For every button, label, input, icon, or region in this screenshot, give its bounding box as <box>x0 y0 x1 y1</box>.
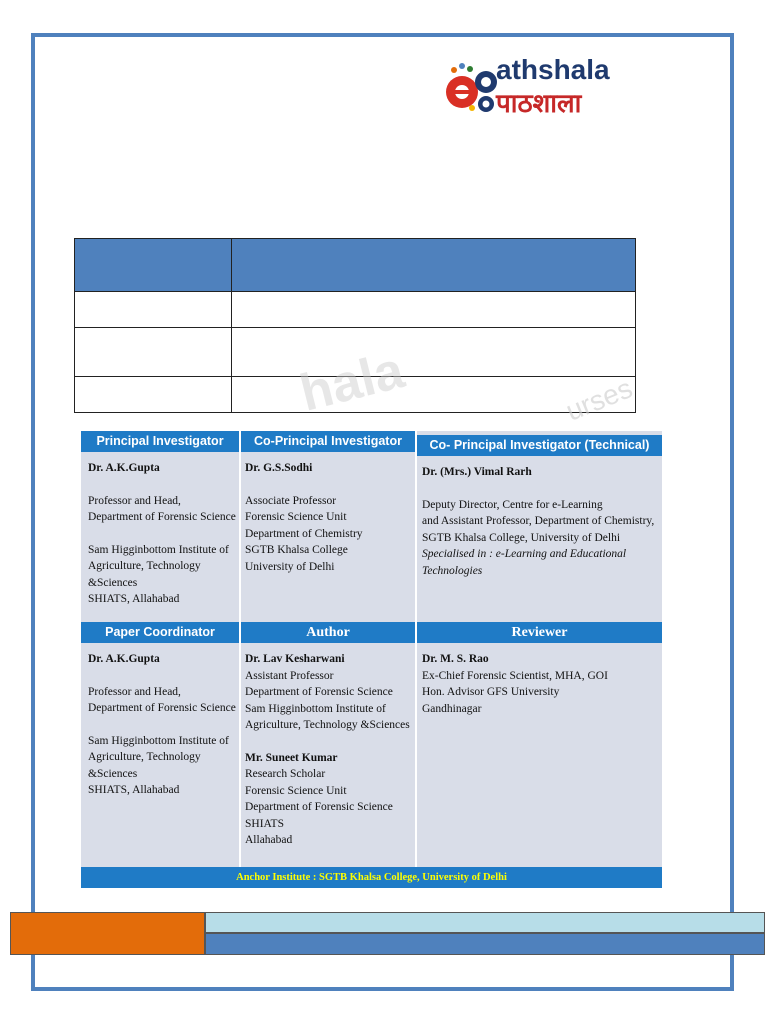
copi-tech-line: Deputy Director, Centre for e-Learning <box>422 498 603 511</box>
author-line: Department of Forensic Science <box>245 801 393 813</box>
header-paper-coordinator: Paper Coordinator <box>81 622 239 643</box>
watermark-text: urses <box>561 372 637 427</box>
paper-coordinator-cell <box>88 651 238 799</box>
copi-line: Associate Professor <box>245 494 337 507</box>
pi-line: Sam Higginbottom Institute of <box>88 543 229 556</box>
author-line: Agriculture, Technology &Sciences <box>245 719 410 731</box>
header-principal-investigator: Principal Investigator <box>81 431 239 452</box>
author-cell <box>245 651 413 849</box>
copi-tech-line: SGTB Khalsa College, University of Delhi <box>422 531 621 544</box>
pi-line: Department of Forensic Science <box>88 511 236 523</box>
pi-line: Agriculture, Technology <box>88 560 201 572</box>
copi-name: Dr. G.S.Sodhi <box>245 462 313 474</box>
reviewer-cell <box>422 651 660 717</box>
column-divider <box>415 431 417 867</box>
paper-coordinator-name: Dr. A.K.Gupta <box>88 653 160 665</box>
logo-text-hindi: पाठशाला <box>496 89 582 119</box>
copi-line: Department of Chemistry <box>245 527 363 540</box>
info-table-header <box>75 239 636 292</box>
pi-line: Professor and Head, <box>88 494 181 507</box>
author-line: Research Scholar <box>245 768 326 780</box>
pi-name: Dr. A.K.Gupta <box>88 462 160 474</box>
author-name: Mr. Suneet Kumar <box>245 751 338 764</box>
paper-coordinator-line: Department of Forensic Science <box>88 702 236 714</box>
pi-line: &Sciences <box>88 576 138 589</box>
author-name: Dr. Lav Kesharwani <box>245 653 345 665</box>
copi-line: Forensic Science Unit <box>245 511 347 523</box>
copi-tech-cell <box>422 464 660 579</box>
column-divider <box>239 431 241 867</box>
copi-cell <box>245 460 413 575</box>
pi-cell <box>88 460 238 608</box>
copi-tech-specialisation: Specialised in : e-Learning and Educational <box>422 548 627 560</box>
footer-orange-block <box>10 912 205 955</box>
reviewer-name: Dr. M. S. Rao <box>422 653 489 665</box>
copi-tech-name: Dr. (Mrs.) Vimal Rarh <box>422 466 532 478</box>
reviewer-line: Gandhinagar <box>422 702 482 715</box>
anchor-institute-bar: Anchor Institute : SGTB Khalsa College, University of Delhi <box>81 867 662 888</box>
copi-tech-specialisation: Technologies <box>422 564 483 577</box>
paper-coordinator-line: SHIATS, Allahabad <box>88 784 180 796</box>
header-reviewer: Reviewer <box>417 622 662 643</box>
paper-coordinator-line: Professor and Head, <box>88 685 181 698</box>
author-line: SHIATS <box>245 817 284 830</box>
watermark-text: hala <box>294 341 410 423</box>
footer-dark-bar <box>205 933 765 955</box>
reviewer-line: Hon. Advisor GFS University <box>422 686 560 698</box>
author-line: Assistant Professor <box>245 669 334 682</box>
author-line: Allahabad <box>245 834 293 846</box>
author-line: Forensic Science Unit <box>245 784 347 797</box>
pi-line: SHIATS, Allahabad <box>88 593 180 605</box>
paper-coordinator-line: Agriculture, Technology <box>88 751 201 763</box>
footer-light-bar <box>205 912 765 933</box>
header-author: Author <box>241 622 415 643</box>
author-line: Department of Forensic Science <box>245 686 393 698</box>
paper-coordinator-line: &Sciences <box>88 767 138 780</box>
copi-line: University of Delhi <box>245 560 335 573</box>
header-co-principal-investigator: Co-Principal Investigator <box>241 431 415 452</box>
info-table-row <box>75 292 636 328</box>
author-line: Sam Higginbottom Institute of <box>245 702 386 715</box>
logo-text-english: athshala <box>496 54 610 85</box>
copi-line: SGTB Khalsa College <box>245 544 348 556</box>
paper-coordinator-line: Sam Higginbottom Institute of <box>88 734 229 747</box>
reviewer-line: Ex-Chief Forensic Scientist, MHA, GOI <box>422 669 608 682</box>
header-co-pi-technical: Co- Principal Investigator (Technical) <box>417 435 662 456</box>
copi-tech-line: and Assistant Professor, Department of Chemistry, <box>422 515 655 527</box>
